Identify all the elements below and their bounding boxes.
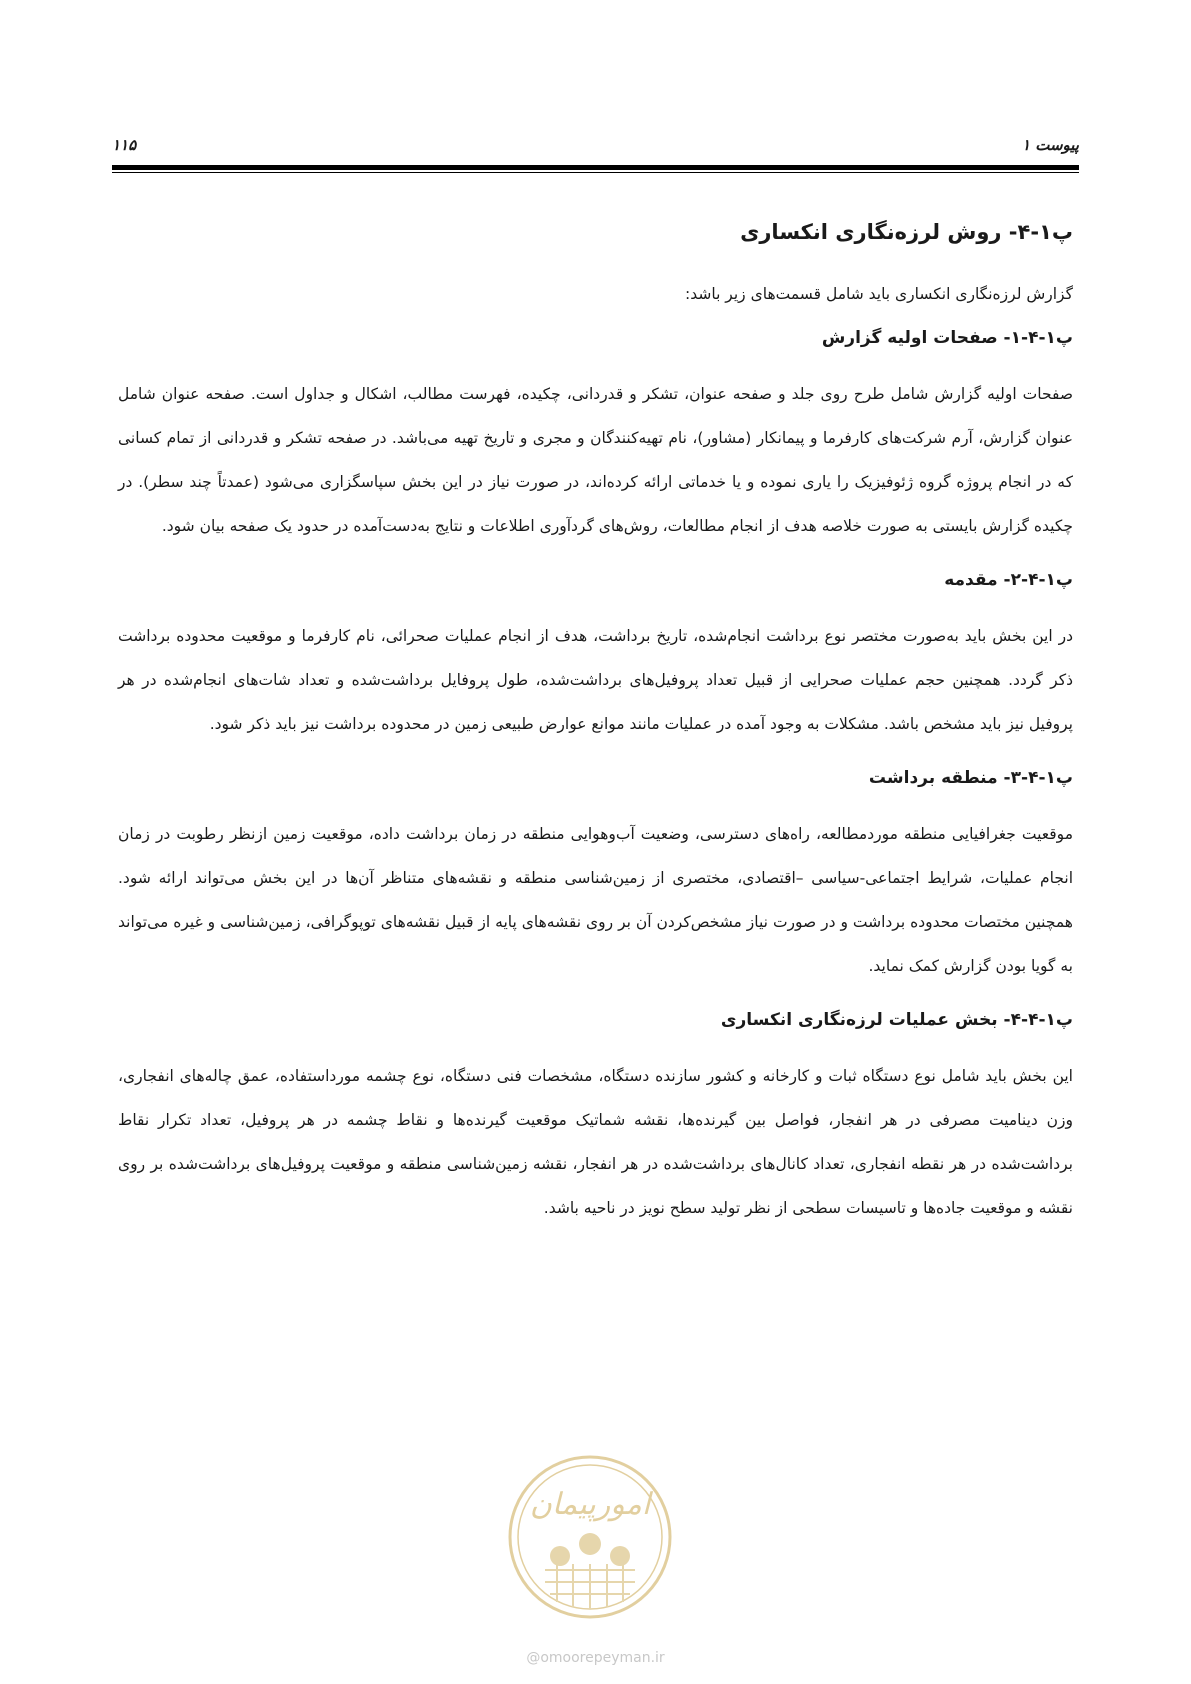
watermark-site: @omoorepeyman.ir: [526, 1650, 665, 1666]
header-rule-thin: [112, 172, 1079, 173]
section-intro: گزارش لرزه‌نگاری انکساری باید شامل قسمت‌های زیر باشد:: [685, 285, 1073, 303]
subsection-paragraph: موقعیت جغرافیایی منطقه موردمطالعه، راه‌های دسترسی، وضعیت آب‌وهوایی منطقه در زمان برداشت داده، موقعیت زمین ازنظر رطوبت در زمان انجام عملیات، شرایط اجتماعی-سیاسی –اقتصادی، مختصری از زمین‌شناسی منطقه و نقشه‌های متناظر آن‌ها در این بخش می‌تواند ارائه شود. همچنین مختصات محدوده برداشت و در صورت نیاز مشخص‌کردن آن بر روی نقشه‌های پایه از قبیل نقشه‌های توپوگرافی، زمین‌شناسی و غیره می‌تواند به گویا بودن گزارش کمک نماید.: [118, 825, 1073, 975]
subsection-heading: پ۱-۴-۳- منطقه برداشت: [868, 768, 1073, 788]
subsection-heading: پ۱-۴-۲- مقدمه: [944, 570, 1073, 590]
subsection-paragraph: در این بخش باید به‌صورت مختصر نوع برداشت انجام‌شده، تاریخ برداشت، هدف از انجام عملیات صحرائی، نام کارفرما و موقعیت محدوده برداشت ذکر گردد. همچنین حجم عملیات صحرایی از قبیل تعداد پروفیل‌های برداشت‌شده، طول پروفایل برداشت‌شده و تعداد شات‌های انجام‌شده در هر پروفیل نیز باید مشخص باشد. مشکلات به وجود آمده در عملیات مانند موانع عوارض طبیعی زمین در محدوده برداشت نیز باید ذکر شود.: [118, 627, 1073, 733]
page-content: [118, 210, 1073, 1248]
subsection-heading: پ۱-۴-۱- صفحات اولیه گزارش: [821, 328, 1073, 348]
page-header: [112, 130, 1079, 160]
header-rule-thick: [112, 165, 1079, 170]
header-title: پیوست ۱: [1021, 136, 1079, 154]
subsection-paragraph: صفحات اولیه گزارش شامل طرح روی جلد و صفحه عنوان، تشکر و قدردانی، چکیده، فهرست مطالب، اشکال و جداول است. صفحه عنوان شامل عنوان گزارش، آرم شرکت‌های کارفرما و پیمانکار (مشاور)، نام تهیه‌کنندگان و مجری و تاریخ تهیه می‌باشد. در صفحه تشکر و قدردانی از تمام کسانی که در انجام پروژه گروه ژئوفیزیک را یاری نموده و یا خدماتی ارائه کرده‌اند، در صورت نیاز در این بخش سپاسگزاری می‌شود (عمدتاً چند سطر). در چکیده گزارش بایستی به صورت خلاصه هدف از انجام مطالعات، روش‌های گردآوری اطلاعات و نتایج به‌دست‌آمده در حدود یک صفحه بیان شود.: [118, 385, 1073, 535]
section-heading: پ۱-۴- روش لرزه‌نگاری انکساری: [740, 220, 1073, 244]
subsection-paragraph: این بخش باید شامل نوع دستگاه ثبات و کارخانه و کشور سازنده دستگاه، مشخصات فنی دستگاه، نوع چشمه مورداستفاده، عمق چاله‌های انفجاری، وزن دینامیت مصرفی در هر انفجار، فواصل بین گیرنده‌ها، نقشه شماتیک موقعیت گیرنده‌ها و نقاط چشمه در هر پروفیل، تعداد تکرار نقاط برداشت‌شده در هر نقطه انفجاری، تعداد کانال‌های برداشت‌شده در هر انفجار، نقشه زمین‌شناسی منطقه و موقعیت پروفیل‌های برداشت‌شده بر روی نقشه و موقعیت جاده‌ها و تاسیسات سطحی از نظر تولید سطح نویز در ناحیه باشد.: [118, 1067, 1073, 1217]
watermark-logo-icon: [505, 1452, 675, 1622]
subsection-heading: پ۱-۴-۴- بخش عملیات لرزه‌نگاری انکساری: [720, 1010, 1073, 1030]
page-number: ۱۱۵: [112, 136, 137, 154]
watermark-logo-text: امورپیمان: [529, 1487, 651, 1522]
